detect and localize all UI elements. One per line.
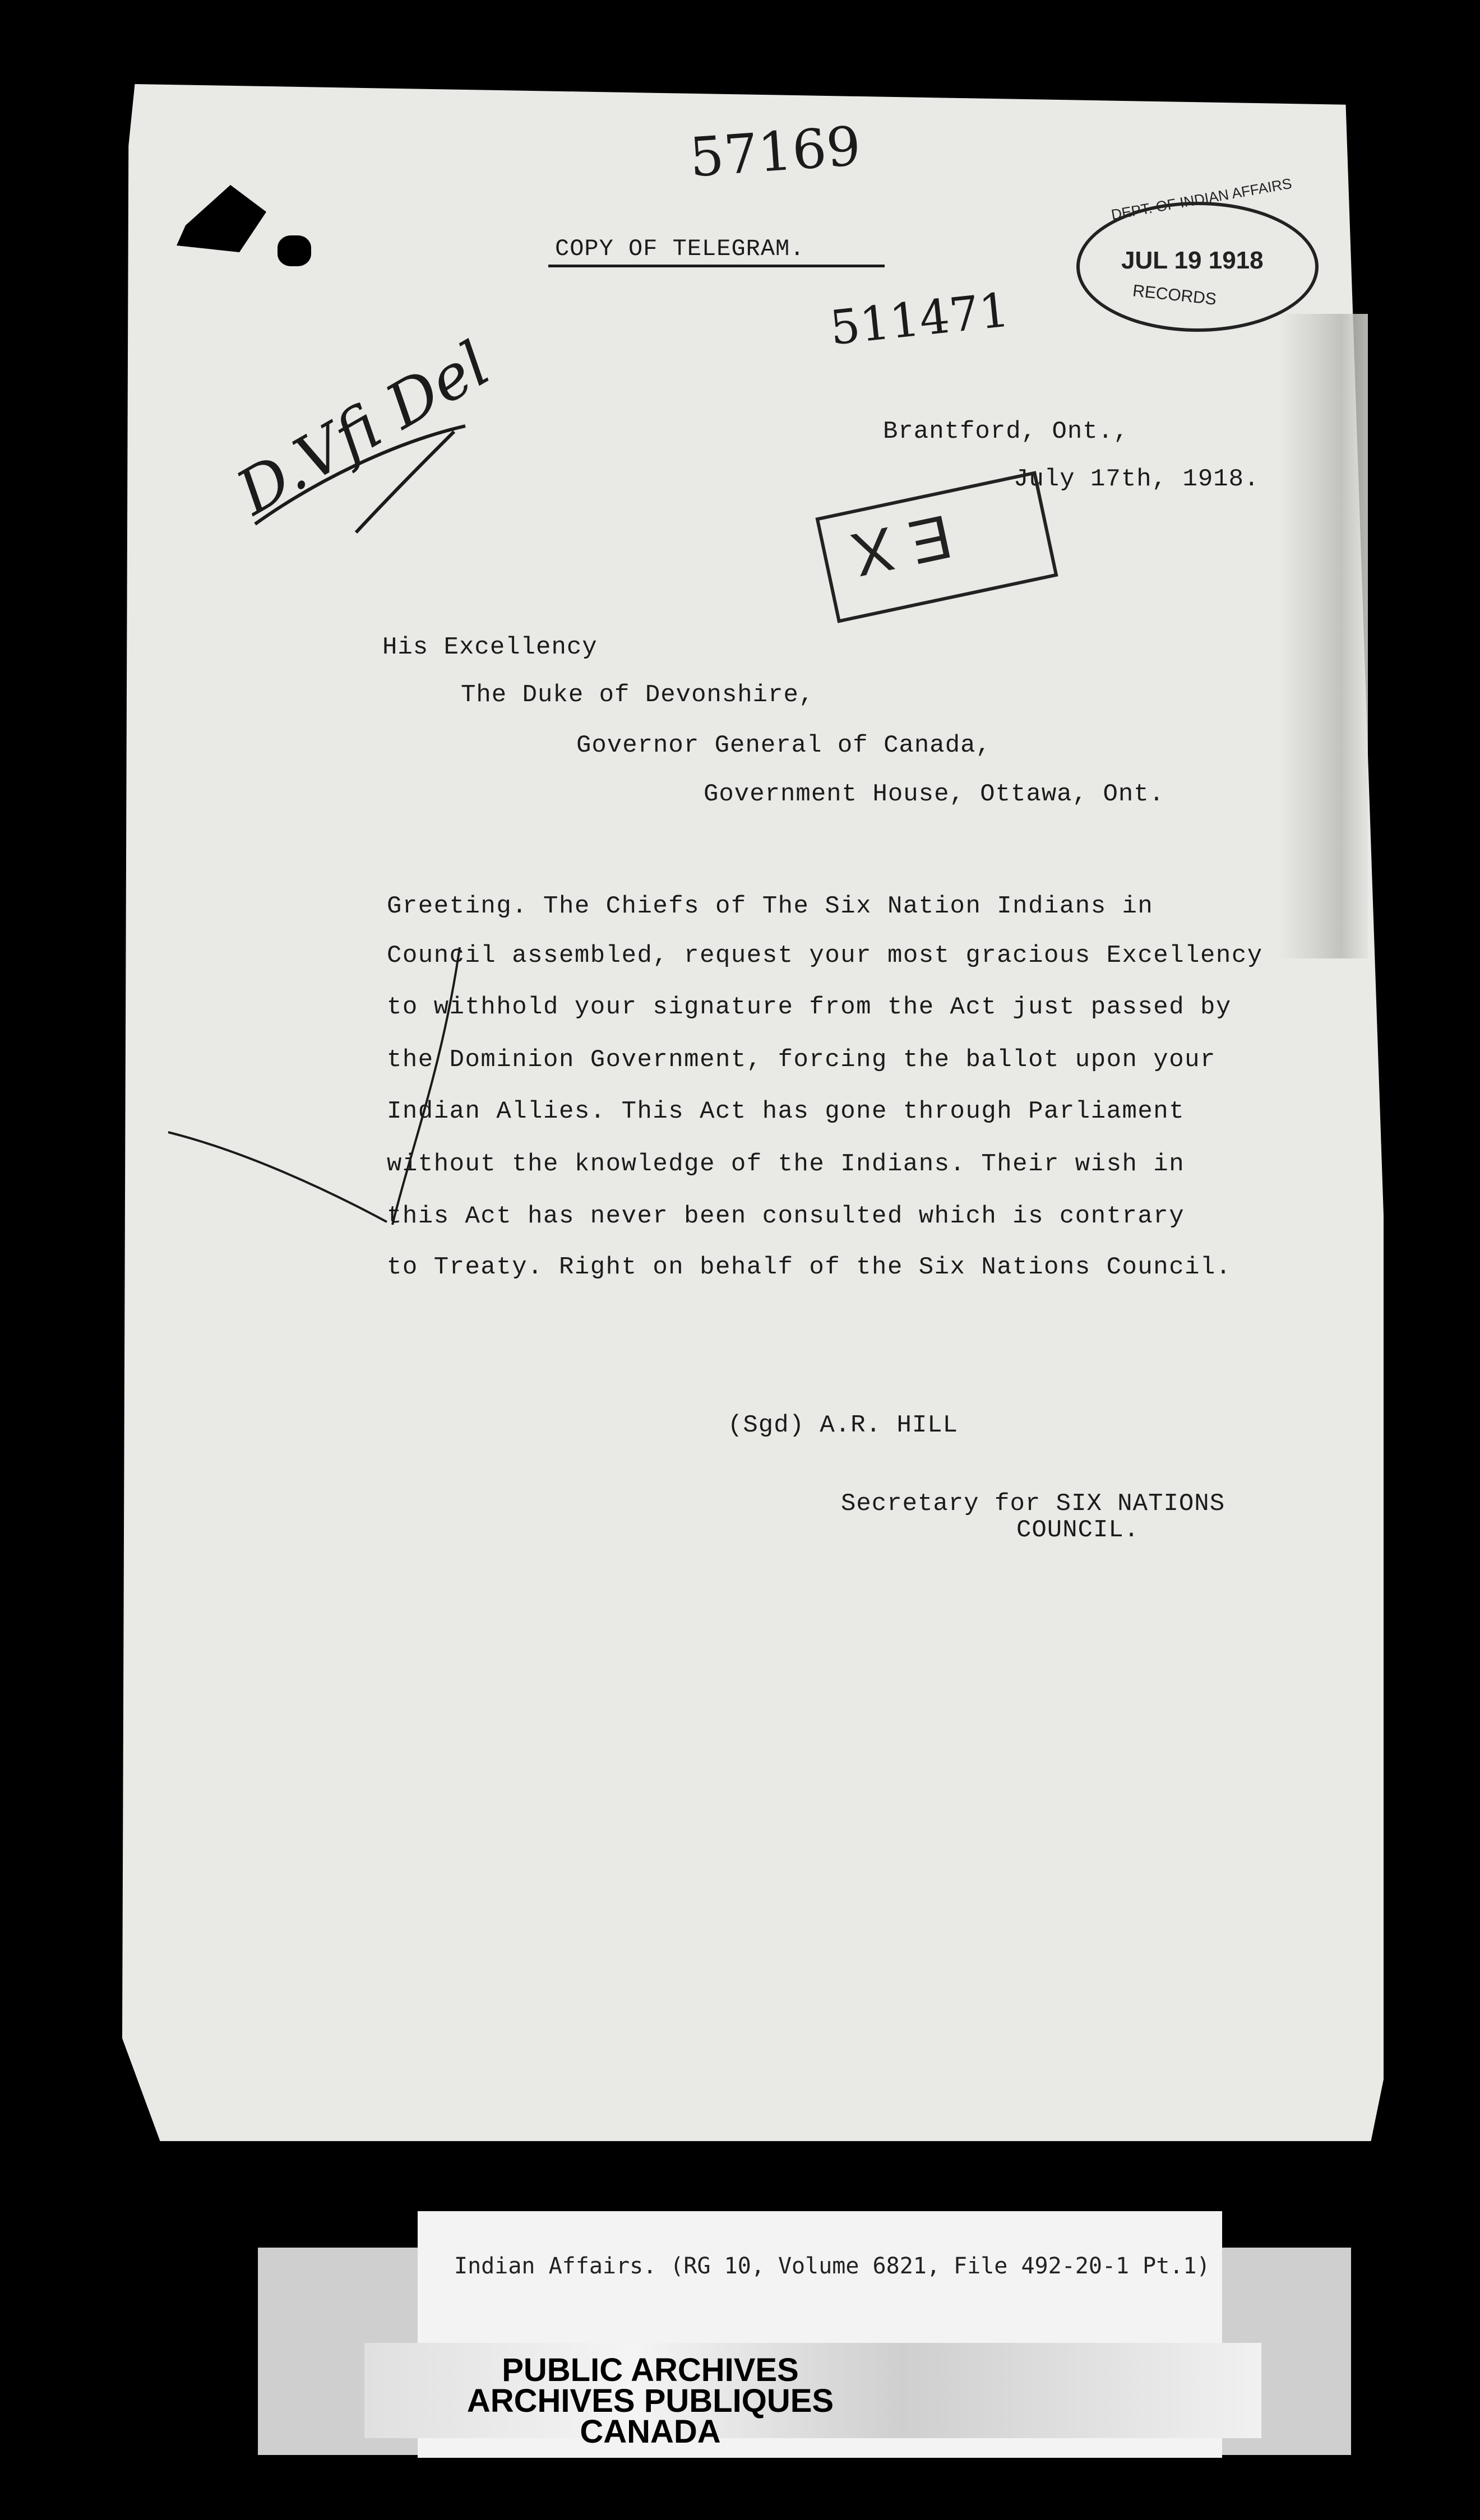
signature-line: (Sgd) A.R. HILL: [728, 1411, 959, 1439]
margin-stroke: [392, 947, 460, 1225]
initial-underline: [356, 432, 454, 532]
body-line: this Act has never been consulted which is contrary: [387, 1202, 1185, 1230]
ex-stamp-text: E X: [846, 501, 958, 590]
stamp-department: DEPT. OF INDIAN AFFAIRS: [1109, 174, 1293, 224]
archive-reference: Indian Affairs. (RG 10, Volume 6821, File 492-20-1 Pt.1): [454, 2253, 1210, 2279]
date-line: July 17th, 1918.: [1014, 465, 1260, 493]
handwritten-initials: D.Vfi Del: [225, 327, 502, 529]
stamp-records: RECORDS: [1131, 281, 1218, 309]
margin-stroke: [168, 1132, 387, 1222]
body-line: Greeting. The Chiefs of The Six Nation Indians in: [387, 892, 1154, 920]
body-line: the Dominion Government, forcing the ballot upon your: [387, 1046, 1216, 1074]
document-title: COPY OF TELEGRAM.: [555, 235, 805, 262]
body-line: to withhold your signature from the Act just passed by: [387, 993, 1232, 1021]
body-line: Indian Allies. This Act has gone through Parliament: [387, 1097, 1185, 1125]
stamp-date: JUL 19 1918: [1121, 247, 1264, 274]
body-line: to Treaty. Right on behalf of the Six Nations Council.: [387, 1253, 1232, 1281]
handwritten-reference: 511471: [827, 282, 1012, 356]
archive-line-1: PUBLIC ARCHIVES: [502, 2352, 799, 2388]
address-line-2: The Duke of Devonshire,: [461, 681, 815, 709]
secretary-line-2: COUNCIL.: [1016, 1516, 1140, 1544]
address-line-4: Government House, Ottawa, Ont.: [704, 780, 1165, 808]
initial-underline: [255, 426, 465, 524]
file-number: 57169: [687, 114, 863, 189]
title-underline: [548, 265, 885, 267]
secretary-line-1: Secretary for SIX NATIONS: [841, 1490, 1225, 1518]
archive-line-2: ARCHIVES PUBLIQUES: [466, 2383, 834, 2419]
address-line-1: His Excellency: [382, 633, 598, 661]
body-line: Council assembled, request your most gracious Excellency: [387, 942, 1263, 970]
archive-line-3: CANADA: [580, 2414, 721, 2450]
address-line-3: Governor General of Canada,: [576, 731, 991, 759]
place-line: Brantford, Ont.,: [883, 418, 1129, 446]
body-line: without the knowledge of the Indians. Their wish in: [387, 1150, 1185, 1178]
